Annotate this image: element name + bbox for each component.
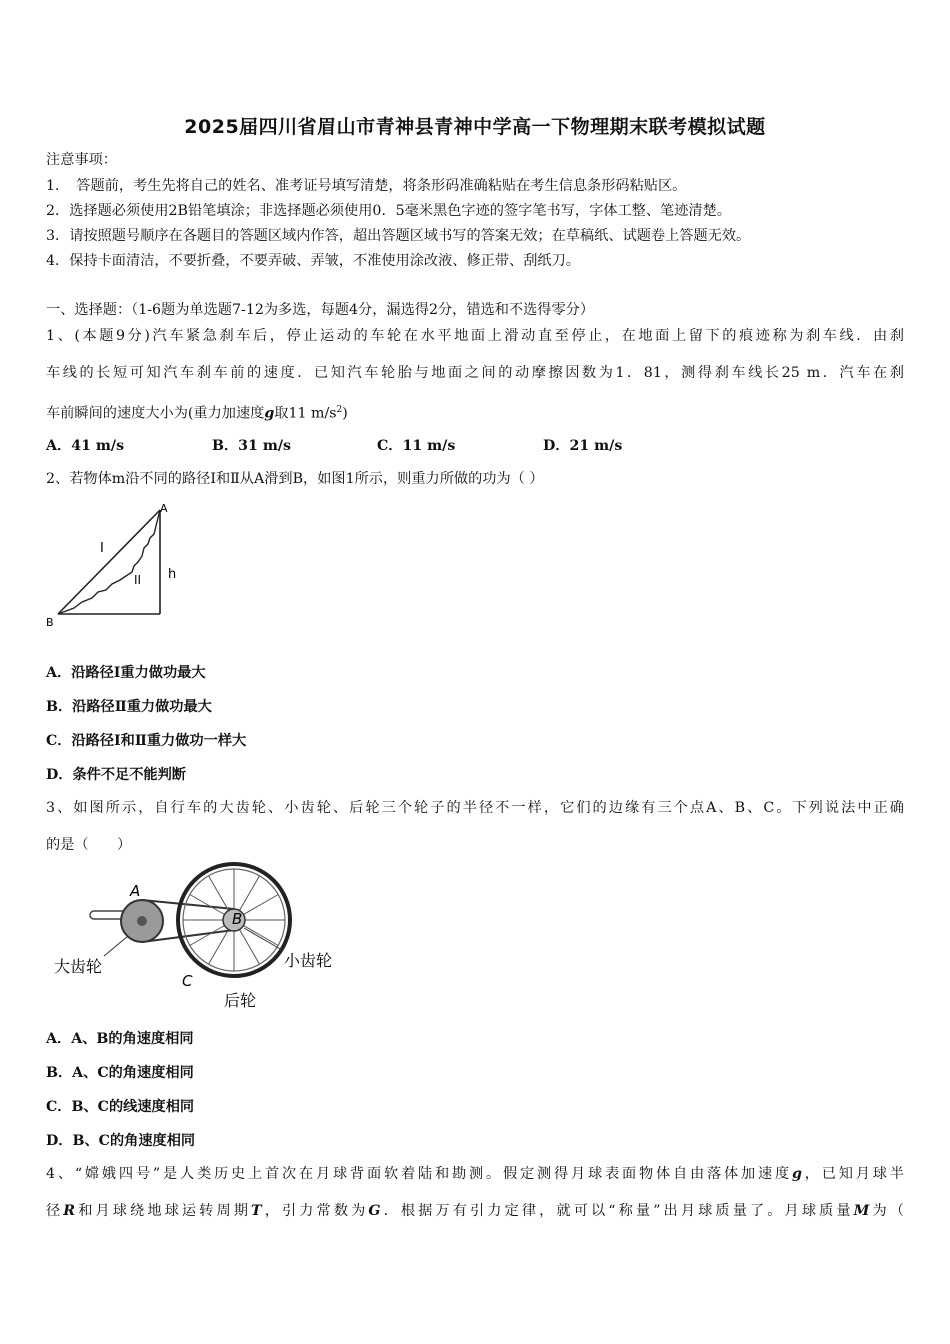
q1-option-c[interactable]: C．11 m/s — [377, 438, 456, 454]
q2-label-b: B — [46, 616, 54, 629]
q3-option-a[interactable]: A．A、B的角速度相同 — [46, 1031, 194, 1047]
q1-line-3c: ) — [342, 405, 348, 422]
q4-line-1 — [46, 1164, 904, 1184]
q2-option-d[interactable]: D．条件不足不能判断 — [46, 767, 186, 783]
notice-item-1: 1． 答题前，考生先将自己的姓名、准考证号填写清楚，将条形码准确粘贴在考生信息条形码粘贴区。 — [46, 178, 687, 194]
q3-label-b: B — [232, 910, 243, 928]
q4-line-2e: 为（ — [869, 1203, 904, 1219]
page-title: 2025届四川省眉山市青神县青神中学高一下物理期末联考模拟试题 — [184, 116, 766, 138]
q4-symbol-m: M — [853, 1203, 870, 1219]
q4-symbol-t: T — [251, 1203, 262, 1219]
q3-line-2: 的是（ ） — [46, 837, 132, 853]
q4-symbol-g: g — [792, 1166, 802, 1182]
q3-option-c[interactable]: C．B、C的线速度相同 — [46, 1099, 195, 1115]
q2-option-c[interactable]: C．沿路径Ⅰ和Ⅱ重力做功一样大 — [46, 733, 247, 749]
q2-label-a: A — [160, 502, 168, 515]
q3-line-1: 3、如图所示，自行车的大齿轮、小齿轮、后轮三个轮子的半径不一样，它们的边缘有三个点A、B、C。下列说法中正确 — [46, 800, 904, 816]
q1-option-b[interactable]: B．31 m/s — [212, 438, 292, 454]
q3-label-c: C — [182, 972, 193, 990]
q4-line-2b: 和月球绕地球运转周期 — [75, 1203, 252, 1219]
q3-label-a: A — [130, 882, 141, 900]
q1-superscript: 2 — [336, 405, 343, 415]
q2-stem: 2、若物体m沿不同的路径Ⅰ和Ⅱ从A滑到B，如图1所示，则重力所做的功为（ ） — [46, 471, 544, 487]
q4-line-1b: ，已知月球半 — [801, 1166, 904, 1182]
notice-item-2: 2．选择题必须使用2B铅笔填涂；非选择题必须使用0．5毫米黑色字迹的签字笔书写，字体工整、笔迹清楚。 — [46, 203, 731, 219]
q2-path-i — [58, 510, 160, 614]
q1-line-3a: 车前瞬间的速度大小为(重力加速度 — [46, 405, 265, 422]
q3-label-big-gear: 大齿轮 — [54, 957, 103, 976]
q1-line-2: 车线的长短可知汽车刹车前的速度．已知汽车轮胎与地面之间的动摩擦因数为1．81，测得刹车线长25 m．汽车在刹 — [46, 365, 904, 381]
q2-option-a[interactable]: A．沿路径Ⅰ重力做功最大 — [46, 665, 206, 681]
q3-bicycle-figure — [44, 862, 344, 1012]
q2-label-h: h — [168, 567, 177, 582]
q3-big-gear-pointer — [104, 936, 128, 956]
q4-line-2a: 径 — [46, 1203, 64, 1219]
q4-symbol-g-const: G — [368, 1203, 381, 1219]
q2-option-b[interactable]: B．沿路径Ⅱ重力做功最大 — [46, 699, 212, 715]
q3-big-gear-hub — [137, 916, 147, 926]
q3-label-small-gear: 小齿轮 — [284, 951, 333, 970]
notice-heading: 注意事项： — [46, 152, 117, 168]
q1-symbol-g: g — [264, 405, 275, 422]
q3-option-d[interactable]: D．B、C的角速度相同 — [46, 1133, 196, 1149]
q4-line-2c: ，引力常数为 — [261, 1203, 369, 1219]
q4-symbol-r: R — [63, 1203, 76, 1219]
q3-option-b[interactable]: B．A、C的角速度相同 — [46, 1065, 194, 1081]
q4-line-2 — [46, 1201, 904, 1221]
section-heading: 一、选择题：（1-6题为单选题7-12为多选，每题4分，漏选得2分，错选和不选得零分） — [46, 302, 595, 318]
q1-line-1: 1、(本题9分)汽车紧急刹车后，停止运动的车轮在水平地面上滑动直至停止，在地面上留下的痕迹称为刹车线．由刹 — [46, 328, 904, 344]
q1-option-d[interactable]: D．21 m/s — [543, 438, 623, 454]
notice-item-4: 4．保持卡面清洁，不要折叠，不要弄破、弄皱，不准使用涂改液、修正带、刮纸刀。 — [46, 253, 580, 269]
q1-line-3b: 取11 m/s — [274, 405, 337, 422]
q4-line-1a: 4、“嫦娥四号”是人类历史上首次在月球背面软着陆和勘测。假定测得月球表面物体自由落体加速度 — [46, 1166, 793, 1182]
q4-line-2d: ．根据万有引力定律，就可以“称量”出月球质量了。月球质量 — [380, 1203, 854, 1219]
q1-line-3 — [46, 400, 348, 424]
q2-label-path-i: I — [100, 541, 104, 556]
q2-figure — [44, 500, 194, 635]
q2-label-path-ii: II — [134, 573, 142, 587]
q3-label-rear-wheel: 后轮 — [224, 991, 257, 1010]
q1-option-a[interactable]: A．41 m/s — [46, 438, 125, 454]
notice-item-3: 3．请按照题号顺序在各题目的答题区域内作答，超出答题区域书写的答案无效；在草稿纸、试题卷上答题无效。 — [46, 228, 751, 244]
